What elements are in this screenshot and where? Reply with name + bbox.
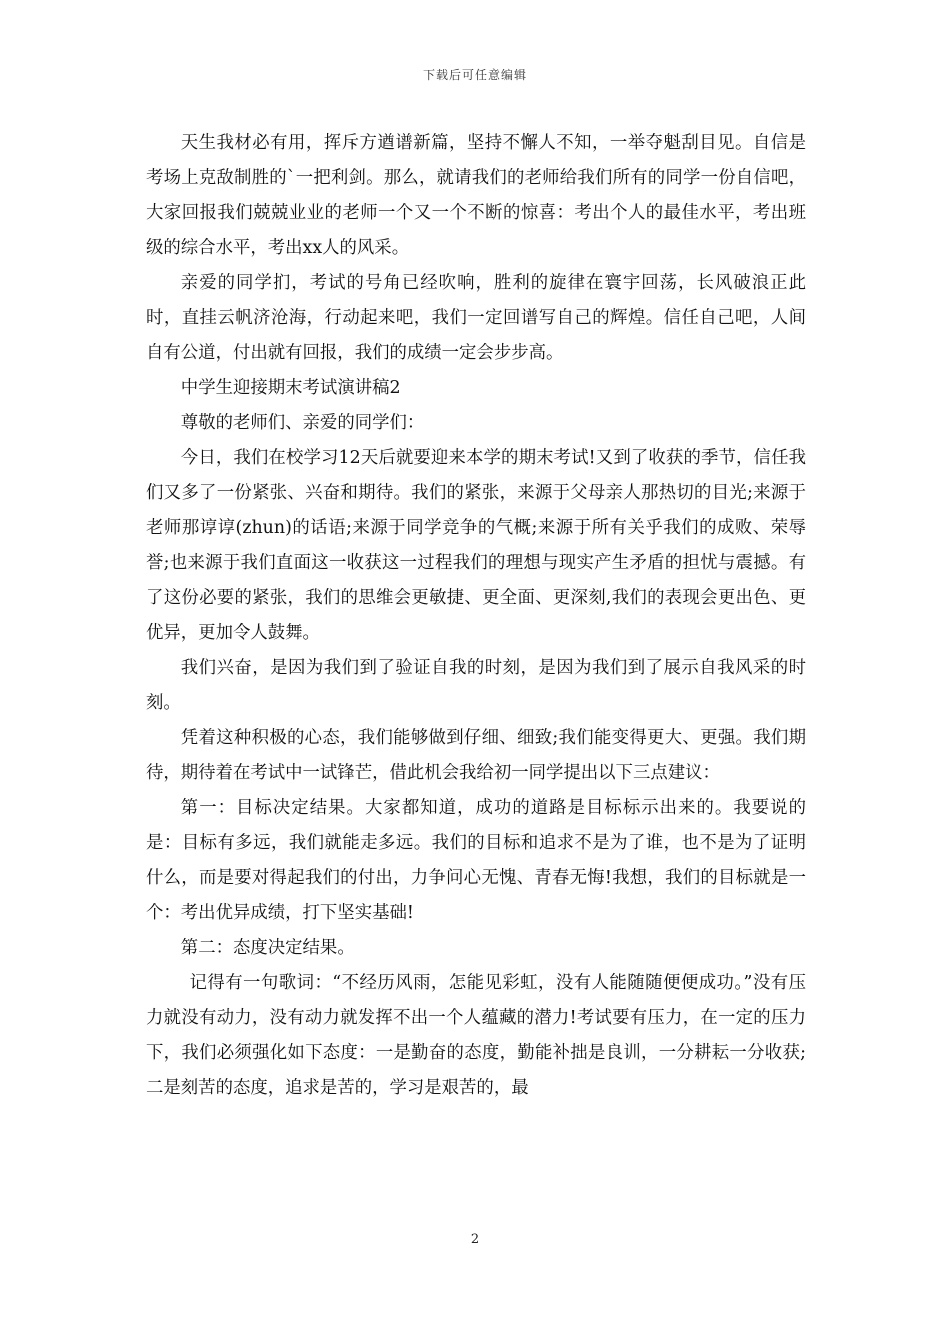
paragraph-3: 今日，我们在校学习12天后就要迎来本学的期末考试!又到了收获的季节，信任我们又多了一份紧张、兴奋和期待。我们的紧张，来源于父母亲人那热切的目光;来源于老师那谆谆(zhun)的话语;来源于同学竞争的气概;来源于所有关乎我们的成败、荣辱誉;也来源于我们直面这一收获这一过程我们的理想与现实产生矛盾的担忧与震撼。有了这份必要的紧张，我们的思维会更敏捷、更全面、更深刻,我们的表现会更出色、更优异，更加令人鼓舞。 [146,448,806,643]
paragraph-2: 亲爱的同学扪，考试的号角已经吹响，胜利的旋律在寰宇回荡，长风破浪正此时，直挂云帆济沧海，行动起来吧，我们一定回谱写自己的辉煌。信任自己吧，人间自有公道，付出就有回报，我们的成绩一定会步步高。 [146,273,806,363]
paragraph-6: 第一：目标决定结果。大家都知道，成功的道路是目标标示出来的。我要说的是：目标有多远，我们就能走多远。我们的目标和追求不是为了谁，也不是为了证明什么，而是要对得起我们的付出，力争问心无愧、青春无悔!我想，我们的目标就是一个：考出优异成绩，打下坚实基础! [146,798,806,923]
paragraph-4: 我们兴奋，是因为我们到了验证自我的时刻，是因为我们到了展示自我风采的时刻。 [146,658,806,713]
paragraph-8: 记得有一句歌词：“不经历风雨，怎能见彩虹，没有人能随随便便成功。”没有压力就没有动力，没有动力就发挥不出一个人蕴藏的潜力!考试要有压力，在一定的压力下，我们必须强化如下态度：一是勤奋的态度，勤能补拙是良训，一分耕耘一分收获;二是刻苦的态度，追求是苦的，学习是艰苦的，最 [146,973,806,1098]
document-body [146,126,806,1106]
paragraph-1: 天生我材必有用，挥斥方遒谱新篇，坚持不懈人不知，一举夺魁刮目见。自信是考场上克敌制胜的`一把利剑。那么，就请我们的老师给我们所有的同学一份自信吧，大家回报我们兢兢业业的老师一个又一个不断的惊喜：考出个人的最佳水平，考出班级的综合水平，考出xx人的风采。 [146,133,806,258]
section-title: 中学生迎接期末考试演讲稿2 [180,378,401,398]
paragraph-5: 凭着这种积极的心态，我们能够做到仔细、细致;我们能变得更大、更强。我们期待，期待着在考试中一试锋芒，借此机会我给初一同学提出以下三点建议： [146,728,806,783]
paragraph-7: 第二：态度决定结果。 [180,938,355,958]
salutation: 尊敬的老师们、亲爱的同学们： [180,413,425,433]
page-number: 2 [470,1232,480,1247]
page-header: 下载后可任意编辑 [422,68,527,82]
